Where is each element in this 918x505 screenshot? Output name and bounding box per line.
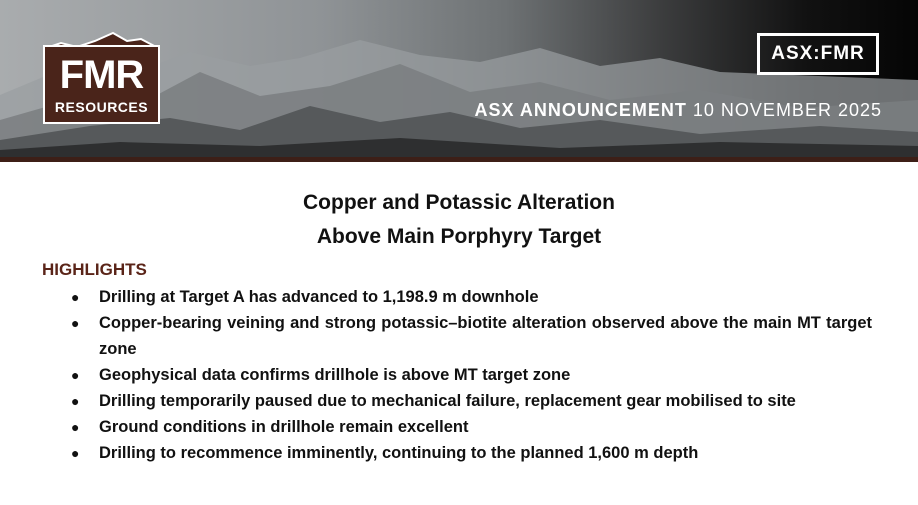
announcement-label: ASX ANNOUNCEMENT [474,100,687,120]
highlight-text: Drilling temporarily paused due to mechanical failure, replacement gear mobilised to site [99,392,796,410]
bullet-icon: ● [71,445,80,461]
ticker-badge: ASX:FMR [757,33,879,75]
bullet-icon: ● [71,419,80,435]
highlight-text: Ground conditions in drillhole remain excellent [99,418,469,436]
list-item [71,388,872,414]
highlight-text: Drilling at Target A has advanced to 1,198.9 m downhole [99,288,539,306]
title-line-1: Copper and Potassic Alteration [303,191,615,214]
announcement-date: 10 NOVEMBER 2025 [692,100,882,120]
highlight-text: Copper-bearing veining and strong potassic–biotite alteration observed above the main MT target zone [99,314,872,358]
highlight-text: Geophysical data confirms drillhole is above MT target zone [99,366,571,384]
list-item [71,362,872,388]
list-item [71,284,872,310]
title-line-2: Above Main Porphyry Target [316,225,602,248]
logo-wordmark: FMR [59,53,144,97]
bullet-icon: ● [71,367,80,383]
company-logo [43,31,160,124]
highlights-heading: HIGHLIGHTS [42,260,147,279]
header-banner [0,0,918,162]
list-item [71,414,872,440]
highlights-list [71,284,872,466]
banner-stripe [0,157,918,162]
highlight-text: Drilling to recommence imminently, continuing to the planned 1,600 m depth [99,444,699,462]
logo-subtitle: RESOURCES [54,99,149,115]
bullet-icon: ● [71,315,80,331]
document-title [0,186,918,254]
bullet-icon: ● [71,289,80,305]
list-item [71,440,872,466]
bullet-icon: ● [71,393,80,409]
announcement-line [475,100,882,121]
list-item [71,310,872,362]
